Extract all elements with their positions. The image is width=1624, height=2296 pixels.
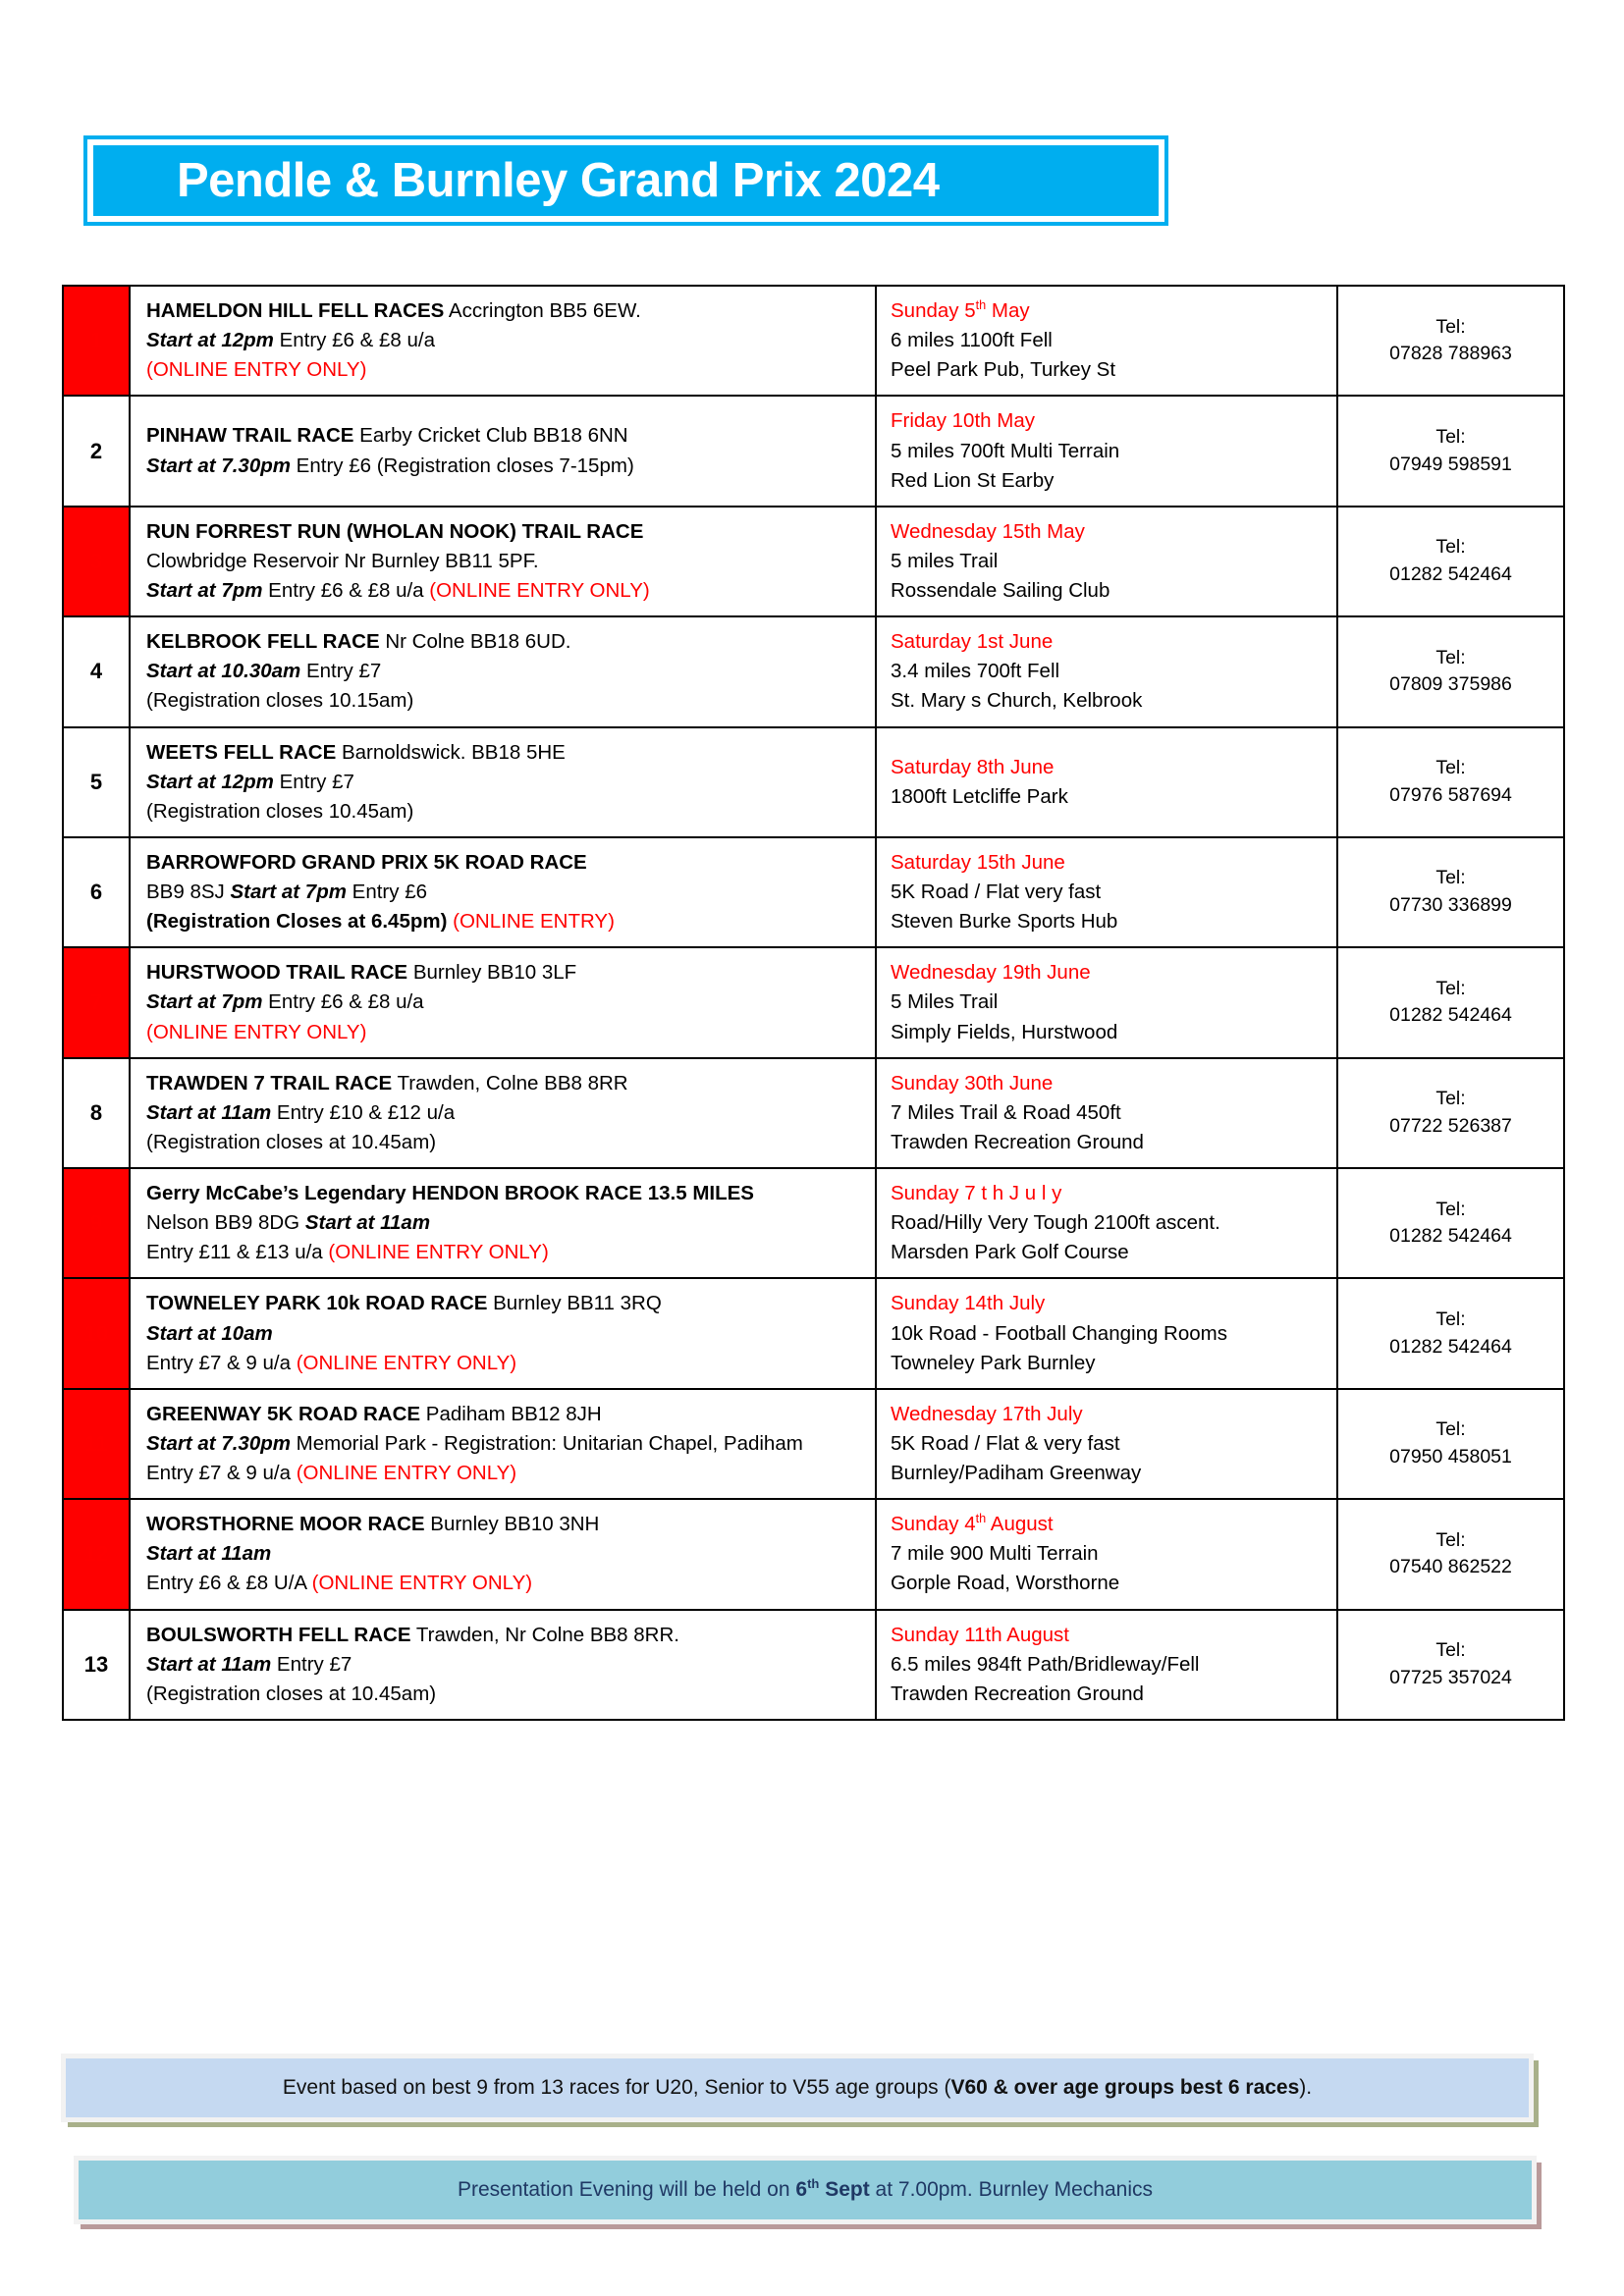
race-name-line bbox=[146, 848, 867, 878]
scoring-note-inner bbox=[66, 2058, 1529, 2117]
race-date-cell bbox=[876, 1610, 1337, 1720]
race-detail-line bbox=[146, 988, 867, 1017]
presentation-date-number: 6 bbox=[795, 2178, 808, 2201]
race-venue-note: BB9 8SJ bbox=[146, 881, 231, 903]
race-registration-note: Entry £11 & £13 u/a bbox=[146, 1241, 329, 1264]
race-number: 8 bbox=[89, 1099, 103, 1125]
tel-number: 07949 598591 bbox=[1389, 453, 1512, 475]
online-entry-note: (ONLINE ENTRY ONLY) bbox=[296, 1351, 517, 1374]
race-date-cell bbox=[876, 727, 1337, 837]
table-row bbox=[63, 1058, 1564, 1168]
race-contact-cell bbox=[1337, 616, 1564, 726]
tel-number: 07730 336899 bbox=[1389, 894, 1512, 917]
race-location: Trawden, Nr Colne BB8 8RR. bbox=[410, 1623, 679, 1646]
tel-label: Tel: bbox=[1435, 1528, 1466, 1551]
race-detail-line bbox=[146, 547, 867, 576]
race-name: BOULSWORTH FELL RACE bbox=[146, 1623, 411, 1646]
table-row bbox=[63, 947, 1564, 1057]
race-date: Wednesday 19th June bbox=[891, 961, 1091, 985]
race-distance: 7 mile 900 Multi Terrain bbox=[891, 1542, 1099, 1566]
tel-number: 07828 788963 bbox=[1389, 343, 1512, 365]
race-date-cell bbox=[876, 1389, 1337, 1499]
race-number-cell bbox=[63, 837, 130, 947]
race-name-line bbox=[146, 517, 867, 547]
race-distance: Road/Hilly Very Tough 2100ft ascent. bbox=[891, 1211, 1220, 1235]
race-name: TOWNELEY PARK 10k ROAD RACE bbox=[146, 1292, 488, 1315]
race-date: Wednesday 15th May bbox=[891, 519, 1085, 543]
race-name-line bbox=[146, 627, 867, 657]
race-description-cell bbox=[130, 727, 876, 837]
race-detail-line bbox=[146, 326, 867, 355]
tel-label: Tel: bbox=[1435, 1088, 1466, 1110]
table-row bbox=[63, 727, 1564, 837]
race-date-cell bbox=[876, 1058, 1337, 1168]
race-date: Sunday 5th May bbox=[891, 297, 1030, 322]
race-contact-cell bbox=[1337, 1168, 1564, 1278]
race-extra-line bbox=[146, 1349, 867, 1378]
race-name: HAMELDON HILL FELL RACES bbox=[146, 299, 445, 322]
presentation-lead: Presentation Evening will be held on bbox=[457, 2178, 796, 2201]
race-location: Earby Cricket Club BB18 6NN bbox=[353, 424, 628, 448]
online-entry-note: (ONLINE ENTRY ONLY) bbox=[328, 1241, 549, 1264]
race-registration-note: Entry £7 & 9 u/a bbox=[146, 1462, 297, 1484]
race-contact-cell bbox=[1337, 1058, 1564, 1168]
race-registration-note: (Registration Closes at 6.45pm) bbox=[146, 910, 454, 934]
race-distance: 6 miles 1100ft Fell bbox=[891, 329, 1053, 352]
presentation-date bbox=[795, 2178, 869, 2201]
race-location: Padiham BB12 8JH bbox=[420, 1402, 602, 1425]
race-detail-line bbox=[146, 1539, 867, 1569]
race-description-cell bbox=[130, 1610, 876, 1720]
tel-number: 01282 542464 bbox=[1389, 1004, 1512, 1027]
race-extra-line bbox=[146, 797, 867, 827]
race-detail-line bbox=[146, 1208, 867, 1238]
race-registration-note: Entry £6 & £8 U/A bbox=[146, 1572, 312, 1595]
race-number-cell bbox=[63, 947, 130, 1057]
tel-label: Tel: bbox=[1435, 1639, 1466, 1661]
race-number: 4 bbox=[89, 659, 103, 684]
race-description-cell bbox=[130, 1168, 876, 1278]
race-registration-note: Entry £7 & 9 u/a bbox=[146, 1351, 297, 1374]
race-distance: 5 Miles Trail bbox=[891, 990, 999, 1014]
race-date-cell bbox=[876, 616, 1337, 726]
race-start-time: Start at 7pm bbox=[146, 990, 263, 1014]
race-location: Burnley BB10 3LF bbox=[407, 961, 577, 985]
race-date-suffix: th bbox=[975, 1511, 987, 1526]
online-entry-note: (ONLINE ENTRY ONLY) bbox=[296, 1462, 517, 1484]
race-detail-line bbox=[146, 1098, 867, 1128]
race-location: Barnoldswick. BB18 5HE bbox=[336, 740, 566, 764]
race-number: 12 bbox=[83, 1541, 109, 1567]
table-row bbox=[63, 1278, 1564, 1388]
scoring-note-tail: ). bbox=[1299, 2076, 1313, 2099]
race-extra-line bbox=[146, 1128, 867, 1157]
race-date: Sunday 4th August bbox=[891, 1511, 1054, 1536]
race-location: Burnley BB10 3NH bbox=[424, 1513, 600, 1536]
tel-label: Tel: bbox=[1435, 425, 1466, 448]
race-venue: Trawden Recreation Ground bbox=[891, 1130, 1144, 1153]
race-extra-line bbox=[146, 1238, 867, 1267]
race-date-suffix: th bbox=[975, 297, 987, 313]
race-number-cell bbox=[63, 1610, 130, 1720]
tel-label: Tel: bbox=[1435, 1198, 1466, 1220]
presentation-tail: at 7.00pm. Burnley Mechanics bbox=[869, 2178, 1154, 2201]
race-venue: Towneley Park Burnley bbox=[891, 1351, 1096, 1374]
race-number: 2 bbox=[89, 438, 103, 463]
table-row bbox=[63, 616, 1564, 726]
race-registration-note: (Registration closes at 10.45am) bbox=[146, 1130, 437, 1153]
race-name-line bbox=[146, 421, 867, 451]
race-number: 5 bbox=[89, 769, 103, 794]
race-venue: Steven Burke Sports Hub bbox=[891, 910, 1118, 934]
race-distance: 6.5 miles 984ft Path/Bridleway/Fell bbox=[891, 1652, 1200, 1676]
race-date-cell bbox=[876, 837, 1337, 947]
race-detail-line bbox=[146, 452, 867, 481]
race-detail-line bbox=[146, 1650, 867, 1680]
race-contact-cell bbox=[1337, 1389, 1564, 1499]
race-registration-note: (Registration closes 10.45am) bbox=[146, 799, 414, 823]
race-date: Saturday 8th June bbox=[891, 755, 1055, 778]
race-number-cell bbox=[63, 616, 130, 726]
race-extra-line bbox=[146, 1680, 867, 1709]
race-number: 9 bbox=[89, 1210, 103, 1236]
tel-number: 01282 542464 bbox=[1389, 1225, 1512, 1248]
race-detail-line bbox=[146, 1319, 867, 1349]
race-number: 11 bbox=[84, 1430, 108, 1456]
tel-label: Tel: bbox=[1435, 536, 1466, 559]
race-start-time: Start at 10.30am bbox=[146, 660, 301, 683]
race-contact-cell bbox=[1337, 837, 1564, 947]
race-venue: Red Lion St Earby bbox=[891, 468, 1055, 492]
race-description-cell bbox=[130, 1058, 876, 1168]
online-entry-note: (ONLINE ENTRY) bbox=[453, 910, 615, 934]
race-extra-line bbox=[146, 1569, 867, 1598]
race-name: WEETS FELL RACE bbox=[146, 740, 337, 764]
race-distance: 5 miles Trail bbox=[891, 549, 999, 572]
race-number: 10 bbox=[83, 1320, 109, 1346]
race-name-line bbox=[146, 1621, 867, 1650]
race-distance: 5K Road / Flat & very fast bbox=[891, 1431, 1120, 1455]
tel-label: Tel: bbox=[1435, 867, 1466, 889]
race-name: BARROWFORD GRAND PRIX 5K ROAD RACE bbox=[146, 850, 587, 874]
tel-number: 07540 862522 bbox=[1389, 1556, 1512, 1578]
race-date-cell bbox=[876, 396, 1337, 506]
race-name: KELBROOK FELL RACE bbox=[146, 630, 380, 654]
race-extra-line bbox=[146, 686, 867, 716]
race-contact-cell bbox=[1337, 947, 1564, 1057]
online-entry-note: (ONLINE ENTRY ONLY) bbox=[146, 358, 367, 382]
race-name-line bbox=[146, 1510, 867, 1539]
race-entry-fee: Entry £6 & £8 u/a bbox=[262, 579, 430, 602]
race-name: PINHAW TRAIL RACE bbox=[146, 424, 354, 448]
race-extra-line bbox=[146, 355, 867, 385]
race-extra-line bbox=[146, 907, 867, 936]
online-entry-note: (ONLINE ENTRY ONLY) bbox=[429, 579, 650, 602]
online-entry-note: (ONLINE ENTRY ONLY) bbox=[146, 1020, 367, 1043]
race-name-line bbox=[146, 738, 867, 768]
race-registration-note: (Registration closes 10.15am) bbox=[146, 689, 414, 713]
race-venue: Burnley/Padiham Greenway bbox=[891, 1462, 1142, 1484]
tel-label: Tel: bbox=[1435, 1418, 1466, 1441]
race-start-time: Start at 7pm bbox=[230, 881, 347, 903]
race-number: 3 bbox=[89, 548, 103, 573]
race-description-cell bbox=[130, 837, 876, 947]
race-start-time: Start at 11am bbox=[146, 1542, 272, 1566]
race-extra-line bbox=[146, 1018, 867, 1047]
race-name: TRAWDEN 7 TRAIL RACE bbox=[146, 1071, 393, 1095]
race-detail-line bbox=[146, 1429, 867, 1459]
race-number-cell bbox=[63, 1168, 130, 1278]
race-description-cell bbox=[130, 947, 876, 1057]
table-row bbox=[63, 507, 1564, 616]
tel-label: Tel: bbox=[1435, 1308, 1466, 1330]
race-name-line bbox=[146, 296, 867, 326]
tel-label: Tel: bbox=[1435, 757, 1466, 778]
race-venue-note: Clowbridge Reservoir Nr Burnley BB11 5PF. bbox=[146, 549, 539, 572]
race-name-line bbox=[146, 1069, 867, 1098]
race-extra-line bbox=[146, 1459, 867, 1488]
tel-label: Tel: bbox=[1435, 977, 1466, 999]
race-contact-cell bbox=[1337, 1499, 1564, 1609]
race-date: Saturday 15th June bbox=[891, 850, 1065, 874]
presentation-date-month: Sept bbox=[819, 2178, 870, 2201]
tel-number: 07950 458051 bbox=[1389, 1445, 1512, 1468]
table-row bbox=[63, 1499, 1564, 1609]
race-entry-fee: Entry £7 bbox=[271, 1652, 352, 1676]
race-name-line bbox=[146, 1400, 867, 1429]
race-contact-cell bbox=[1337, 1278, 1564, 1388]
race-start-time: Start at 7pm bbox=[146, 579, 263, 602]
race-venue: Rossendale Sailing Club bbox=[891, 579, 1110, 602]
page-title-banner bbox=[83, 135, 1168, 226]
race-number-cell bbox=[63, 1058, 130, 1168]
race-description-cell bbox=[130, 396, 876, 506]
race-name-line bbox=[146, 958, 867, 988]
race-entry-fee: Entry £7 bbox=[300, 660, 382, 683]
scoring-note-emphasis: V60 & over age groups best 6 races bbox=[950, 2076, 1300, 2099]
tel-number: 07976 587694 bbox=[1389, 783, 1512, 806]
race-number-cell bbox=[63, 1278, 130, 1388]
race-entry-fee: Entry £6 bbox=[346, 881, 427, 903]
race-distance: 5 miles 700ft Multi Terrain bbox=[891, 439, 1120, 462]
race-distance: 3.4 miles 700ft Fell bbox=[891, 660, 1060, 683]
race-description-cell bbox=[130, 1389, 876, 1499]
race-contact-cell bbox=[1337, 507, 1564, 616]
race-name-line bbox=[146, 1289, 867, 1318]
race-name: RUN FORREST RUN (WHOLAN NOOK) TRAIL RACE bbox=[146, 519, 644, 543]
presentation-inner bbox=[79, 2161, 1532, 2219]
race-location: Nr Colne BB18 6UD. bbox=[379, 630, 571, 654]
race-venue: Simply Fields, Hurstwood bbox=[891, 1020, 1118, 1043]
race-start-time: Start at 10am bbox=[146, 1321, 273, 1345]
race-description-cell bbox=[130, 1499, 876, 1609]
race-date: Wednesday 17th July bbox=[891, 1402, 1083, 1425]
race-number: 1 bbox=[89, 328, 103, 353]
race-date: Sunday 7 t h J u l y bbox=[891, 1182, 1062, 1204]
race-date-cell bbox=[876, 947, 1337, 1057]
race-venue: Marsden Park Golf Course bbox=[891, 1241, 1129, 1264]
online-entry-note: (ONLINE ENTRY ONLY) bbox=[311, 1572, 533, 1595]
race-contact-cell bbox=[1337, 727, 1564, 837]
tel-label: Tel: bbox=[1435, 315, 1466, 338]
race-contact-cell bbox=[1337, 1610, 1564, 1720]
race-date-cell bbox=[876, 507, 1337, 616]
race-detail-line bbox=[146, 657, 867, 686]
race-date: Sunday 30th June bbox=[891, 1071, 1054, 1095]
race-number-cell bbox=[63, 286, 130, 396]
race-name-line bbox=[146, 1179, 867, 1208]
table-row bbox=[63, 1168, 1564, 1278]
race-venue: Gorple Road, Worsthorne bbox=[891, 1572, 1120, 1595]
race-date: Sunday 14th July bbox=[891, 1292, 1046, 1315]
race-location: Trawden, Colne BB8 8RR bbox=[392, 1071, 628, 1095]
table-row bbox=[63, 1610, 1564, 1720]
race-name: Gerry McCabe’s Legendary HENDON BROOK RACE 13.5 MILES bbox=[146, 1182, 754, 1204]
race-extra-line bbox=[146, 576, 867, 606]
page-title: Pendle & Burnley Grand Prix 2024 bbox=[177, 154, 940, 207]
race-venue: St. Mary s Church, Kelbrook bbox=[891, 689, 1143, 713]
race-venue: Trawden Recreation Ground bbox=[891, 1682, 1144, 1705]
race-start-time: Start at 7.30pm bbox=[146, 454, 291, 477]
tel-number: 07725 357024 bbox=[1389, 1666, 1512, 1688]
race-entry-fee: Entry £6 (Registration closes 7-15pm) bbox=[290, 454, 634, 477]
race-detail-line bbox=[146, 878, 867, 907]
race-number: 6 bbox=[89, 880, 103, 905]
race-start-time: Start at 7.30pm bbox=[146, 1431, 291, 1455]
race-contact-cell bbox=[1337, 286, 1564, 396]
race-start-time: Start at 11am bbox=[304, 1211, 431, 1235]
race-distance: 5K Road / Flat very fast bbox=[891, 881, 1102, 903]
table-row bbox=[63, 837, 1564, 947]
tel-label: Tel: bbox=[1435, 646, 1466, 668]
race-name: GREENWAY 5K ROAD RACE bbox=[146, 1402, 421, 1425]
scoring-note-lead: Event based on best 9 from 13 races for U20, Senior to V55 age groups ( bbox=[282, 2076, 951, 2099]
table-row bbox=[63, 286, 1564, 396]
race-entry-fee: Memorial Park - Registration: Unitarian Chapel, Padiham bbox=[290, 1431, 803, 1455]
race-distance: 7 Miles Trail & Road 450ft bbox=[891, 1100, 1121, 1124]
race-date: Sunday 11th August bbox=[891, 1623, 1069, 1646]
race-registration-note: (Registration closes at 10.45am) bbox=[146, 1682, 437, 1705]
race-description-cell bbox=[130, 1278, 876, 1388]
race-location: Burnley BB11 3RQ bbox=[487, 1292, 662, 1315]
race-start-time: Start at 12pm bbox=[146, 329, 274, 352]
table-row bbox=[63, 1389, 1564, 1499]
race-entry-fee: Entry £7 bbox=[273, 770, 354, 793]
race-date-cell bbox=[876, 1499, 1337, 1609]
presentation-text bbox=[458, 2178, 1153, 2202]
race-number-cell bbox=[63, 1389, 130, 1499]
table-row bbox=[63, 396, 1564, 506]
race-date: Saturday 1st June bbox=[891, 630, 1054, 654]
race-venue-note: Nelson BB9 8DG bbox=[146, 1211, 305, 1235]
race-date-cell bbox=[876, 1278, 1337, 1388]
race-detail-line bbox=[146, 768, 867, 797]
presentation-date-suffix: th bbox=[807, 2176, 820, 2191]
race-location: Accrington BB5 6EW. bbox=[444, 299, 641, 322]
race-date-cell bbox=[876, 1168, 1337, 1278]
race-venue: Peel Park Pub, Turkey St bbox=[891, 358, 1116, 382]
race-date-cell bbox=[876, 286, 1337, 396]
tel-number: 01282 542464 bbox=[1389, 1335, 1512, 1358]
race-number: 13 bbox=[83, 1651, 109, 1677]
tel-number: 07722 526387 bbox=[1389, 1114, 1512, 1137]
race-start-time: Start at 12pm bbox=[146, 770, 274, 793]
race-number-cell bbox=[63, 1499, 130, 1609]
presentation-banner bbox=[74, 2156, 1537, 2224]
race-date: Friday 10th May bbox=[891, 409, 1035, 433]
race-entry-fee: Entry £6 & £8 u/a bbox=[273, 329, 435, 352]
race-distance: 10k Road - Football Changing Rooms bbox=[891, 1321, 1227, 1345]
page-title-inner bbox=[93, 145, 1159, 216]
tel-number: 01282 542464 bbox=[1389, 562, 1512, 585]
race-entry-fee: Entry £10 & £12 u/a bbox=[271, 1100, 456, 1124]
scoring-note-banner bbox=[61, 2054, 1534, 2122]
race-description-cell bbox=[130, 507, 876, 616]
race-distance: 1800ft Letcliffe Park bbox=[891, 784, 1068, 808]
scoring-note-text bbox=[283, 2076, 1312, 2100]
race-name: WORSTHORNE MOOR RACE bbox=[146, 1513, 425, 1536]
race-number-cell bbox=[63, 727, 130, 837]
race-number-cell bbox=[63, 507, 130, 616]
race-contact-cell bbox=[1337, 396, 1564, 506]
tel-number: 07809 375986 bbox=[1389, 673, 1512, 696]
race-description-cell bbox=[130, 616, 876, 726]
race-description-cell bbox=[130, 286, 876, 396]
race-number: 7 bbox=[89, 989, 103, 1015]
race-name: HURSTWOOD TRAIL RACE bbox=[146, 961, 408, 985]
race-start-time: Start at 11am bbox=[146, 1652, 272, 1676]
race-start-time: Start at 11am bbox=[146, 1100, 272, 1124]
race-entry-fee: Entry £6 & £8 u/a bbox=[262, 990, 424, 1014]
race-schedule-table bbox=[62, 285, 1565, 1721]
race-number-cell bbox=[63, 396, 130, 506]
